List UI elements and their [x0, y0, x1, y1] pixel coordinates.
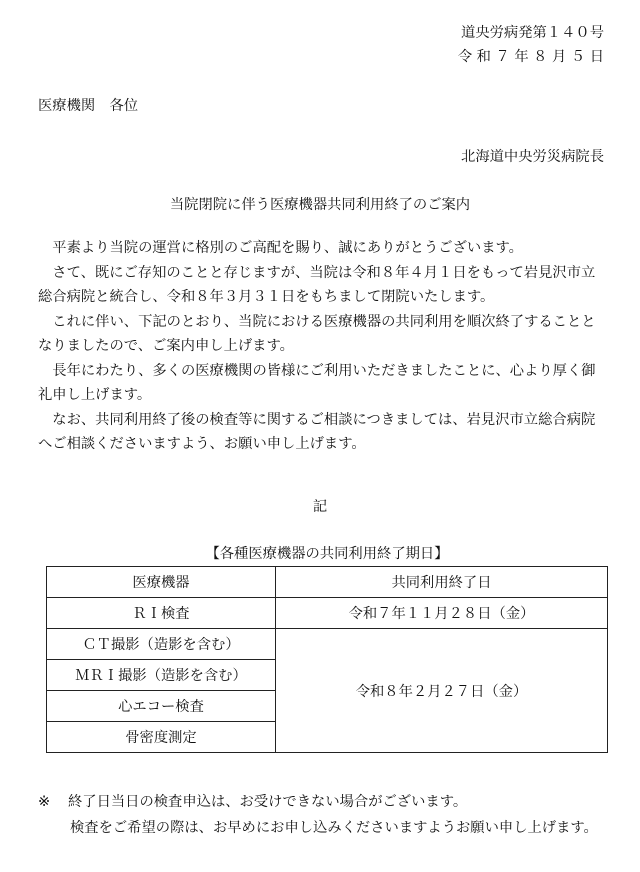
device-cell: 心エコー検査 [47, 691, 276, 722]
body-paragraph-4: 長年にわたり、多くの医療機関の皆様にご利用いただきましたことに、心より厚く御礼申し上げます。 [38, 362, 596, 403]
table-row [47, 629, 608, 660]
addressee: 医療機関 各位 [38, 98, 139, 114]
end-date-cell: 令和７年１１月２８日（金） [276, 598, 608, 629]
device-cell: ＲＩ検査 [47, 598, 276, 629]
sender: 北海道中央労災病院長 [461, 149, 604, 165]
note-mark: ※ [38, 794, 50, 810]
body-paragraph-1: 平素より当院の運営に格別のご高配を賜り、誠にありがとうございます。 [52, 240, 523, 256]
body-paragraph-3: これに伴い、下記のとおり、当院における医療機器の共同利用を順次終了することとなりましたので、ご案内申し上げます。 [38, 313, 596, 354]
header-end-date: 共同利用終了日 [276, 567, 608, 598]
merged-end-date-cell: 令和８年２月２７日（金） [276, 629, 608, 753]
note [38, 789, 608, 841]
table-row [47, 598, 608, 629]
note-line-1: 終了日当日の検査申込は、お受けできない場合がございます。 [67, 794, 468, 810]
header-device: 医療機器 [47, 567, 276, 598]
document-date: 令 和 ７ 年 ８ 月 ５ 日 [457, 49, 604, 65]
body-paragraph-2: さて、既にご存知のことと存じますが、当院は令和８年４月１日をもって岩見沢市立総合病院と統合し、令和８年３月３１日をもちまして閉院いたします。 [38, 264, 596, 305]
device-cell: ＭＲＩ撮影（造影を含む） [47, 660, 276, 691]
note-line-2: 検査をご希望の際は、お早めにお申し込みくださいますようお願い申し上げます。 [70, 820, 598, 836]
body-text [38, 236, 604, 457]
document-number: 道央労病発第１４０号 [461, 25, 604, 41]
table-header-row [47, 567, 608, 598]
document-title: 当院閉院に伴う医療機器共同利用終了のご案内 [169, 197, 471, 213]
body-paragraph-5: なお、共同利用終了後の検査等に関するご相談につきましては、岩見沢市立総合病院へご相談くださいますよう、お願い申し上げます。 [38, 411, 596, 452]
device-schedule-table [46, 566, 608, 753]
table-caption: 【各種医療機器の共同利用終了期日】 [205, 546, 449, 562]
device-cell: ＣＴ撮影（造影を含む） [47, 629, 276, 660]
device-cell: 骨密度測定 [47, 722, 276, 753]
ki-heading: 記 [312, 499, 328, 515]
